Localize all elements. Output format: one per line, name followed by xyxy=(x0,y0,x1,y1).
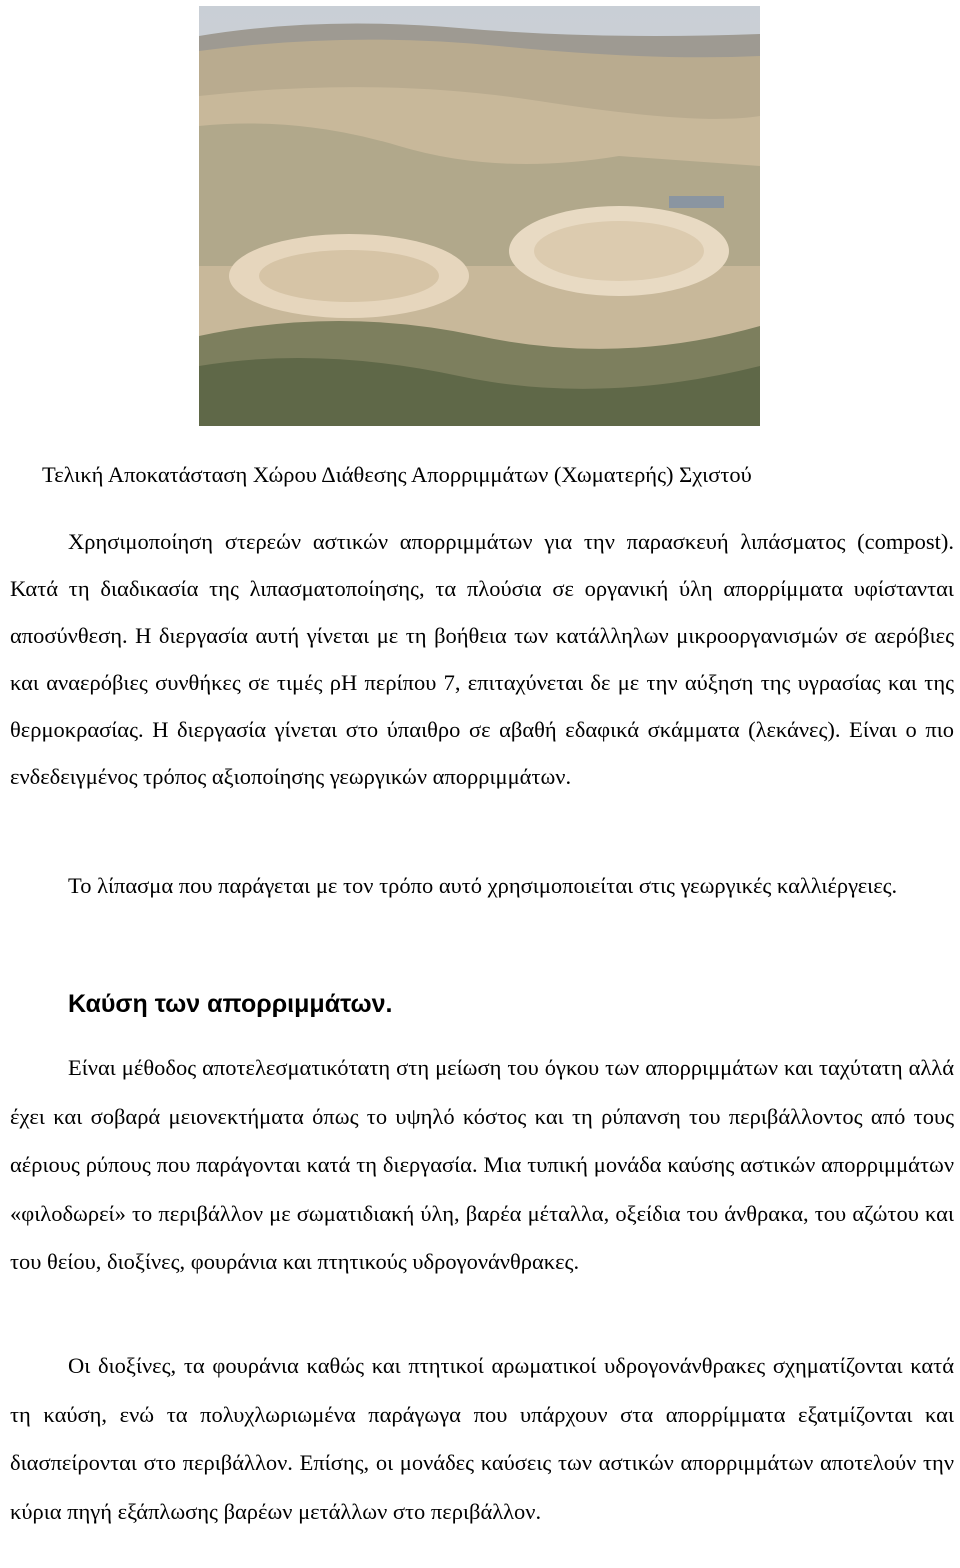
incineration-paragraph xyxy=(10,1044,954,1287)
fertilizer-use-paragraph xyxy=(10,862,954,909)
incineration-text: Είναι μέθοδος αποτελεσματικότατη στη μείωση του όγκου των απορριμμάτων και ταχύτατη αλλά έχει και σοβαρά μειονεκτήματα όπως το υψηλό κόστος και τη ρύπανση του περιβάλλοντος από τους αέριους ρύπους που παράγονται κατά τη διεργασία. Μια τυπική μονάδα καύσης αστικών απορριμμάτων «φιλοδωρεί» το περιβάλλον με σωματιδιακή ύλη, βαρέα μέταλλα, οξείδια του άνθρακα, του αζώτου και του θείου, διοξίνες, φουράνια και πτητικούς υδρογονάνθρακες. xyxy=(10,1055,954,1274)
section-heading: Καύση των απορριμμάτων. xyxy=(68,990,393,1018)
dioxins-text: Οι διοξίνες, τα φουράνια καθώς και πτητικοί αρωματικοί υδρογονάνθρακες σχηματίζονται κατά τη καύση, ενώ τα πολυχλωριωμένα παράγωγα που υπάρχουν στα απορρίμματα εξατμίζονται και διασπείρονται στο περιβάλλον. Επίσης, οι μονάδες καύσεις των αστικών απορριμμάτων αποτελούν την κύρια πηγή εξάπλωσης βαρέων μετάλλων στο περιβάλλον. xyxy=(10,1353,954,1524)
dioxins-paragraph xyxy=(10,1342,954,1536)
fertilizer-use-text: Το λίπασμα που παράγεται με τον τρόπο αυτό χρησιμοποιείται στις γεωργικές καλλιέργειες. xyxy=(68,873,898,898)
compost-paragraph xyxy=(10,518,954,800)
landfill-photo xyxy=(199,6,760,426)
compost-text: Χρησιμοποίηση στερεών αστικών απορριμμάτων για την παρασκευή λιπάσματος (compost). Κατά τη διαδικασία της λιπασματοποίησης, τα πλούσια σε οργανική ύλη απορρίμματα υφίστανται αποσύνθεση. Η διεργασία αυτή γίνεται με τη βοήθεια των κατάλληλων μικροοργανισμών σε αερόβιες και αναερόβιες συνθήκες σε τιμές ρΗ περίπου 7, επιταχύνεται δε με την αύξηση της υγρασίας και της θερμοκρασίας. Η διεργασία γίνεται στο ύπαιθρο σε αβαθή εδαφικά σκάμματα (λεκάνες). Είναι ο πιο ενδεδειγμένος τρόπος αξιοποίησης γεωργικών απορριμμάτων. xyxy=(10,529,954,789)
landfill-site-aerial-photo-icon xyxy=(199,6,760,426)
photo-caption: Τελική Αποκατάσταση Χώρου Διάθεσης Απορριμμάτων (Χωματερής) Σχιστού xyxy=(42,462,752,487)
